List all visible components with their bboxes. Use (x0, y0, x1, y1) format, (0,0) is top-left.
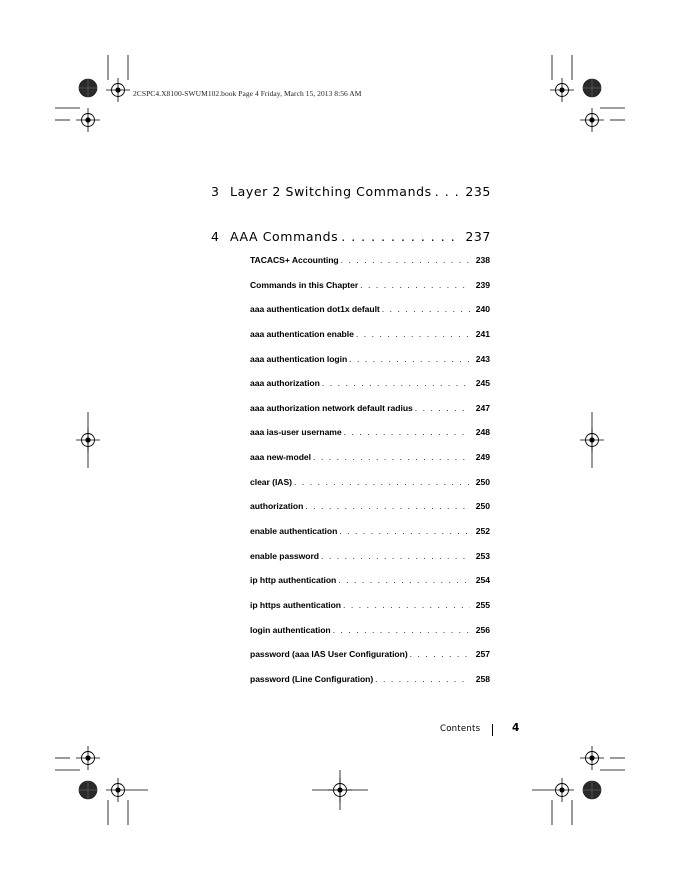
entry-page: 240 (475, 304, 490, 315)
dot-leader (344, 427, 470, 437)
dot-leader (435, 184, 462, 199)
dot-leader (415, 403, 470, 413)
entry-title: password (aaa IAS User Configuration) (250, 649, 408, 660)
toc-entry-list (250, 255, 490, 699)
entry-title: TACACS+ Accounting (250, 255, 339, 265)
entry-page: 256 (475, 624, 490, 635)
entry-title: aaa new-model (250, 452, 311, 463)
dot-leader (305, 501, 470, 511)
entry-title: Commands in this Chapter (250, 279, 359, 290)
entry-page: 250 (475, 501, 490, 512)
dot-leader (338, 575, 470, 585)
footer-divider (492, 724, 493, 736)
dot-leader (343, 600, 470, 610)
toc-entry[interactable] (250, 674, 490, 699)
dot-leader (410, 649, 470, 659)
entry-page: 247 (475, 402, 490, 413)
toc-entry[interactable] (250, 280, 490, 305)
entry-title: enable password (250, 550, 319, 561)
toc-entry[interactable] (250, 403, 490, 428)
toc-entry[interactable] (250, 551, 490, 576)
entry-page: 255 (475, 599, 490, 610)
entry-title: aaa authorization network default radius (250, 402, 413, 413)
toc-entry[interactable] (250, 649, 490, 674)
dot-leader (339, 526, 470, 536)
entry-title: login authentication (250, 624, 331, 635)
dot-leader (333, 625, 470, 635)
entry-page: 241 (475, 328, 490, 339)
dot-leader (313, 452, 470, 462)
entry-title: aaa authentication enable (250, 328, 354, 339)
chapter-number: 3 (211, 184, 220, 199)
dot-leader (375, 674, 470, 684)
entry-title: clear (IAS) (250, 476, 292, 487)
entry-page: 254 (475, 575, 490, 586)
entry-page: 258 (475, 673, 490, 684)
toc-entry[interactable] (250, 452, 490, 477)
chapter-number: 4 (211, 229, 220, 244)
dot-leader (294, 477, 470, 487)
entry-page: 245 (475, 378, 490, 389)
entry-page: 243 (475, 353, 490, 364)
dot-leader (360, 280, 470, 290)
crop-mark-bottom-right (532, 746, 625, 825)
chapter-title: Layer 2 Switching Commands (230, 184, 432, 199)
toc-chapter-4[interactable] (211, 229, 491, 247)
print-slug: 2CSPC4.X8100-SWUM102.book Page 4 Friday, March 15, 2013 8:56 AM (133, 89, 362, 98)
entry-title: ip https authentication (250, 599, 341, 610)
toc-entry[interactable] (250, 354, 490, 379)
toc-entry[interactable] (250, 501, 490, 526)
crop-mark-top-right (550, 55, 625, 132)
dot-leader (349, 354, 470, 364)
entry-title: aaa authorization (250, 378, 320, 389)
entry-page: 257 (475, 649, 490, 660)
toc-entry[interactable] (250, 600, 490, 625)
entry-page: 250 (475, 476, 490, 487)
dot-leader (382, 304, 470, 314)
entry-title: password (Line Configuration) (250, 673, 374, 684)
chapter-page: 235 (465, 184, 491, 199)
entry-page: 239 (475, 279, 490, 290)
toc-entry[interactable] (250, 477, 490, 502)
entry-page: 238 (475, 255, 490, 265)
crop-mark-mid-right (580, 428, 604, 452)
footer-section-label: Contents (440, 724, 481, 734)
toc-chapter-3[interactable] (211, 184, 491, 202)
crop-mark-bottom-left (55, 746, 148, 825)
chapter-page: 237 (465, 229, 491, 244)
entry-page: 249 (475, 452, 490, 463)
entry-title: enable authentication (250, 526, 338, 537)
toc-entry[interactable] (250, 255, 490, 280)
entry-title: authorization (250, 501, 304, 512)
crop-mark-mid-left (76, 428, 100, 452)
entry-page: 252 (475, 526, 490, 537)
toc-entry[interactable] (250, 329, 490, 354)
entry-page: 253 (475, 550, 490, 561)
chapter-title: AAA Commands (230, 229, 339, 244)
entry-title: aaa authentication dot1x default (250, 304, 380, 315)
toc-entry[interactable] (250, 304, 490, 329)
dot-leader (341, 229, 461, 244)
toc-entry[interactable] (250, 625, 490, 650)
dot-leader (321, 551, 470, 561)
entry-page: 248 (475, 427, 490, 438)
dot-leader (322, 378, 470, 388)
crop-mark-top-left (55, 55, 130, 132)
crop-mark-bottom-center (312, 770, 368, 810)
footer-page-number: 4 (512, 722, 520, 734)
dot-leader (341, 255, 470, 265)
toc-entry[interactable] (250, 427, 490, 452)
entry-title: aaa authentication login (250, 353, 348, 364)
entry-title: ip http authentication (250, 575, 337, 586)
entry-title: aaa ias-user username (250, 427, 342, 438)
toc-entry[interactable] (250, 378, 490, 403)
toc-entry[interactable] (250, 575, 490, 600)
toc-entry[interactable] (250, 526, 490, 551)
dot-leader (356, 329, 470, 339)
